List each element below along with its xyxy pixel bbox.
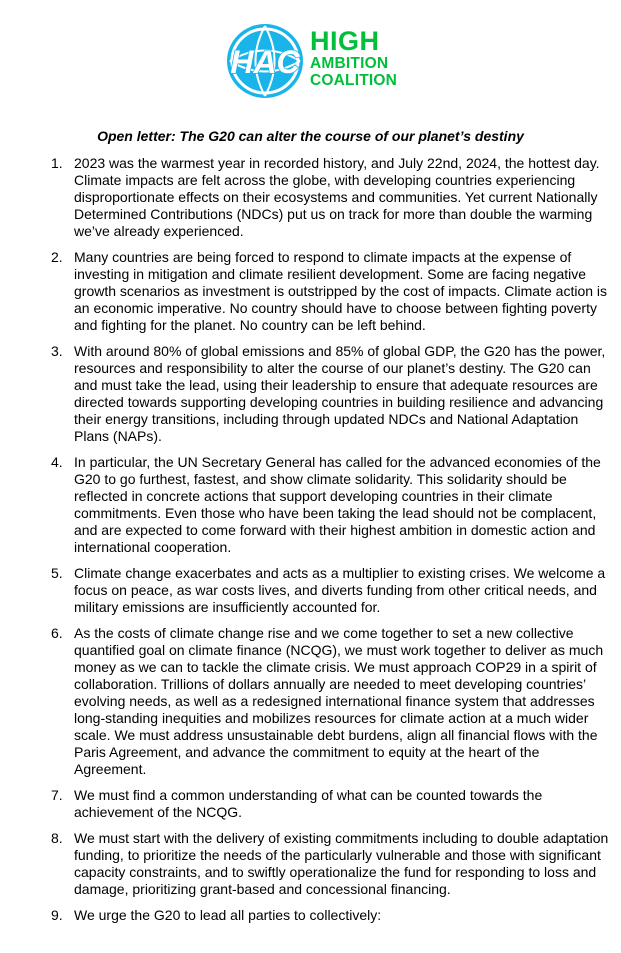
logo-line-ambition: AMBITION (310, 55, 389, 72)
letter-points-list (0, 155, 621, 933)
list-item-text: With around 80% of global emissions and 85% of global GDP, the G20 has the power, resources and responsibility to alter the course of our planet’s destiny. The G20 can and must take the lead, using their leadership to ensure that adequate resources are directed towards supporting developing countries in building resilience and advancing their energy transitions, including through updated NDCs and National Adaptation Plans (NAPs). (74, 343, 606, 444)
list-item (0, 454, 621, 556)
list-item-text: We urge the G20 to lead all parties to collectively: (74, 907, 382, 923)
list-item-number: 7. (51, 787, 63, 803)
list-item-text: Many countries are being forced to respond to climate impacts at the expense of investing in mitigation and climate resilient development. Some are facing negative growth scenarios as investment is outstripped by the cost of impacts. Climate action is an economic imperative. No country should have to choose between fighting poverty and fighting for the planet. No country can be left behind. (74, 249, 608, 333)
list-item (0, 907, 621, 924)
list-item-text: As the costs of climate change rise and we come together to set a new collective quantified goal on climate finance (NCQG), we must work together to deliver as much money as we can to tackle the climate crisis. We must approach COP29 in a spirit of collaboration. Trillions of dollars annually are needed to meet developing countries’ evolving needs, as well as a redesigned international finance system that addresses long-standing inequities and mobilizes resources for climate action at a much wider scale. We must address unsustainable debt burdens, align all financial flows with the Paris Agreement, and advance the commitment to equity at the heart of the Agreement. (74, 625, 604, 777)
logo-wordmark (310, 28, 400, 88)
list-item (0, 249, 621, 334)
list-item-number: 1. (51, 155, 63, 171)
list-item (0, 787, 621, 821)
hac-logo (224, 20, 400, 102)
list-item (0, 155, 621, 240)
list-item (0, 625, 621, 778)
list-item (0, 830, 621, 898)
list-item-text: Climate change exacerbates and acts as a multiplier to existing crises. We welcome a focus on peace, as war costs lives, and diverts funding from other critical needs, and military emissions are insufficiently accounted for. (74, 565, 606, 615)
hac-globe-logo-icon (224, 20, 306, 102)
list-item-number: 4. (51, 454, 63, 470)
list-item-number: 5. (51, 565, 63, 581)
list-item-number: 9. (51, 907, 63, 923)
logo-badge-text: HAC (230, 44, 300, 80)
list-item-number: 2. (51, 249, 63, 265)
list-item (0, 343, 621, 445)
list-item-number: 8. (51, 830, 63, 846)
letter-title: Open letter: The G20 can alter the course of our planet’s destiny (97, 128, 524, 144)
list-item-number: 3. (51, 343, 63, 359)
list-item-text: We must find a common understanding of what can be counted towards the achievement of the NCQG. (74, 787, 543, 820)
list-item (0, 565, 621, 616)
list-item-text: In particular, the UN Secretary General has called for the advanced economies of the G20 to go furthest, fastest, and show climate solidarity. This solidarity should be reflected in concrete actions that support developing countries in their climate commitments. Even those who have been taking the lead should not be complacent, and are expected to come forward with their highest ambition in domestic action and international cooperation. (74, 454, 601, 555)
logo-line-coalition: COALITION (310, 71, 398, 89)
logo-line-high: HIGH (310, 26, 380, 56)
list-item-text: We must start with the delivery of existing commitments including to double adaptation funding, to prioritize the needs of the particularly vulnerable and those with significant capacity constraints, and to swiftly operationalize the fund for responding to loss and damage, prioritizing grant-based and concessional financing. (74, 830, 609, 897)
list-item-number: 6. (51, 625, 63, 641)
list-item-text: 2023 was the warmest year in recorded history, and July 22nd, 2024, the hottest day. Climate impacts are felt across the globe, with developing countries experiencing disproportionate effects on their ecosystems and communities. Yet current Nationally Determined Contributions (NDCs) put us on track for more than double the warming we’ve already experienced. (74, 155, 600, 239)
